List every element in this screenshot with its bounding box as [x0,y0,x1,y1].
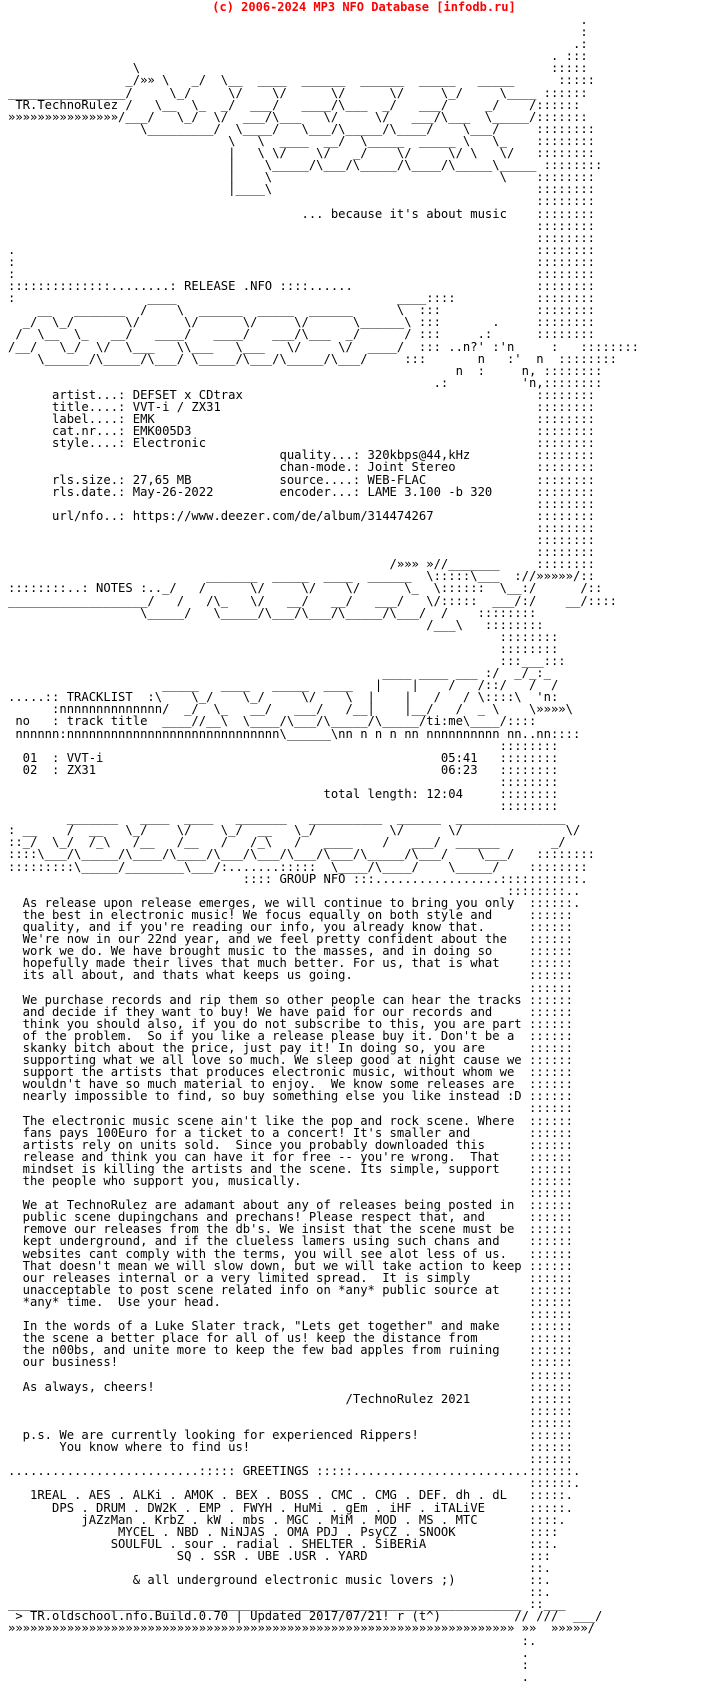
site-header: (c) 2006-2024 MP3 NFO Database [infodb.ru] [212,0,516,14]
nfo-text: . : .: . ::: \ ::::: _/»» \ _/ \__ ____ ______ ______ _____ _____ ::::: ________________/ \_/ \/ \/ \/ \/ \_/ \____ :::::: TR.TechnoRulez / \__ \_ _/ ___/ ____/\___ _/ ___/ _/ /:::::: »»»»»»»»»»»»»»»/___/ \_/ \/ ___/\___ \/ \/ ___/\___ \_____/::::::: \_________/ \____/ \___/\_____/\____/ \___/ :::::::: \ \ ____ __/ \_____ _____ \ \_ :::::::: | \ \/ \/ _/ \/ \/ \ \/ :::::::: | \_____/\___/\_____/\____/\_____\_____ :::::::: | \ \ :::::::: |____\ :::::::: :::::::: ... because it's about music :::::::: :::::::: :::::::: . :::::::: : :::::::: : :::::::: ::::::::::::::........: RELEASE .NFO ::::...... :::::::: : ____ ____:::: :::::::: __ _______ / \ ______ _____ ______ \ ::: :::::::: _/ \_/ \/ \/ \/ \/ \______\ ::: . :::::::: / \__ \_ __/ ____/ ____/ ___/\___ _/ / ::: .: :::::::: /__/ \_/ \/ \___ \\___ \___ \/ \/ ____/ ::: ..n?' :'n : :::::::: \______/\_____/\___/ \_____/\___/\_____/\___/ ::: n :' n :::::::: n : n, :::::::: .: 'n,:::::::: artist...: DEFSET x CDtrax :::::::: title....: VVT-i / ZX31 :::::::: label....: EMK :::::::: cat.nr...: EMK005D3 :::::::: style....: Electronic :::::::: quality...: 320kbps@44,kHz :::::::: chan-mode.: Joint Stereo :::::::: rls.size.: 27,65 MB source....: WEB-FLAC :::::::: rls.date.: May-26-2022 encoder...: LAME 3.100 -b 320 :::::::: :::::::: url/nfo..: https://www.deezer.com/de/album/314474267 :::::::: :::::::: :::::::: :::::::: /»»» »//_______ :::::::: _______ _____ ____ ______ \:::::\___ ://»»»»»/:: ::::::::..: NOTES :.._/ / \/ \/ \/ \_ \:::::: \__:/ /:: ___________________/ / /\_ \/ __/ __/ ___/ \/::::: ___/:/ __/:::: \_____/ \_____/\___/\___/\_____/\___/ / :::::::: /___\ :::::::: :::::::: :::::::: :::___::: ____ ____ ___ :/ _/_:_ _____ ____ _____ ____ | | / /::/ / / .....:: TRACKLIST :\ \_/ \_/ \/ \ | | / / \::::\ 'n: :nnnnnnnnnnnnnn/ _/ \_ __/ ___/ /__| |__/ / _ \ \»»»»\ no : track title ____//__\ \____/\___/\_____/\_____/ti:me\____/:::: nnnnnn:nnnnnnnnnnnnnnnnnnnnnnnnnnnnn\______\nn n n n nn nnnnnnnnnn nn..nn:::: :::::::: 01 : VVT-i 05:41 :::::::: 02 : ZX31 06:23 :::::::: :::::::: total length: 12:04 :::::::: :::::::: _______ ____ ____ _______ __________ ______ _______________ : __ / __ \_/ \/ \_/ __ \_/ \/ \/ \/ ::_/ \_/ /_\ /__ /__ / /_\ / ____ / ___/ ______ _/ ::::\___/\_____/\____/\____/\___/\___/\___/\___/\_____/\___/ \___/ :::::::: :::::::::\_____/________\___/:.......::::: \____/\____/ \_____/ :::::::: :::: GROUP NFO :::.................:::::::::::. ::::::::.. As release upon release emerges, we will continue to bring you only ::::::. the best in electronic music! We focus equally on both style and :::::: quality, and if you're reading our info, you already know that. :::::: We're now in our 22nd year, and we feel pretty confident about the :::::: work we do. We have brought music to the masses, and in doing so :::::: hopefully made their lives that much better. For us, that is what :::::: its all about, and thats what keeps us going. :::::: :::::: We purchase records and rip them so other people can hear the tracks :::::: and decide if they want to buy! We have paid for our records and :::::: think you should also, if you do not subscribe to this, you are part :::::: of the problem. So if you like a release please buy it. Don't be a :::::: skanky bitch about the price, just pay it! In doing so, you are :::::: supporting what we all love so much. We sleep good at night cause we :::::: support the artists that produces electronic music, without whom we :::::: wouldn't have so much material to enjoy. We know some releases are :::::: nearly impossible to find, so buy something else you like instead :D :::::: :::::: The electronic music scene ain't like the pop and rock scene. Where :::::: fans pays 100Euro for a ticket to a concert! It's smaller and :::::: artists rely on units sold. Since you probably downloaded this :::::: release and think you can have it for free -- you're wrong. That :::::: mindset is killing the artists and the scene. Its simple, support :::::: the people who support you, musically. :::::: :::::: We at TechnoRulez are adamant about any of releases being posted in :::::: public scene dupingchans and prechans! Please respect that, and :::::: remove our releases from the db's. We insist that the scene must be :::::: kept underground, and if the clueless lamers using such chans and :::::: websites cant comply with the terms, you will see alot less of us. :::::: That doesn't mean we will slow down, but we will take action to keep :::::: our releases internal or a very limited spread. It is simply :::::: unacceptable to post scene related info on *any* public source at :::::: *any* time. Use your head. :::::: :::::: In the words of a Luke Slater track, "Lets get together" and make :::::: the scene a better place for all of us! keep the distance from :::::: the n00bs, and unite more to keep the few bad apples from ruining :::::: our business! :::::: :::::: As always, cheers! :::::: /TechnoRulez 2021 :::::: :::::: :::::: p.s. We are currently looking for experienced Rippers! :::::: You know where to find us! :::::: :::::: ..........................::::: GREETINGS :::::........................::::::. ::::::. 1REAL . AES . ALKi . AMOK . BEX . BOSS . CMC . CMG . DEF. dh . dL :::::. DPS . DRUM . DW2K . EMP . FWYH . HuMi . gEm . iHF . iTALiVE :::::. jAZzMan . KrbZ . kW . mbs . MGC . MiM . MOD . MS . MTC ::::. MYCEL . NBD . NiNJAS . OMA PDJ . PsyCZ . SNOOK :::: SOULFUL . sour . radial . SHELTER . SiBERiA :::. SQ . SSR . UBE .USR . YARD ::: ::. & all underground electronic music lovers ;) ::. ::. ______________________________________________________________________ ::___ > TR.oldschool.nfo.Build.0.70 | Updated 2017/07/21! r (t^) // /// ___/ »»»»»»»»»»»»»»»»»»»»»»»»»»»»»»»»»»»»»»»»»»»»»»»»»»»»»»»»»»»»»»»»»»»»» »» »»»»»/ :. . : . [8,14,640,1683]
